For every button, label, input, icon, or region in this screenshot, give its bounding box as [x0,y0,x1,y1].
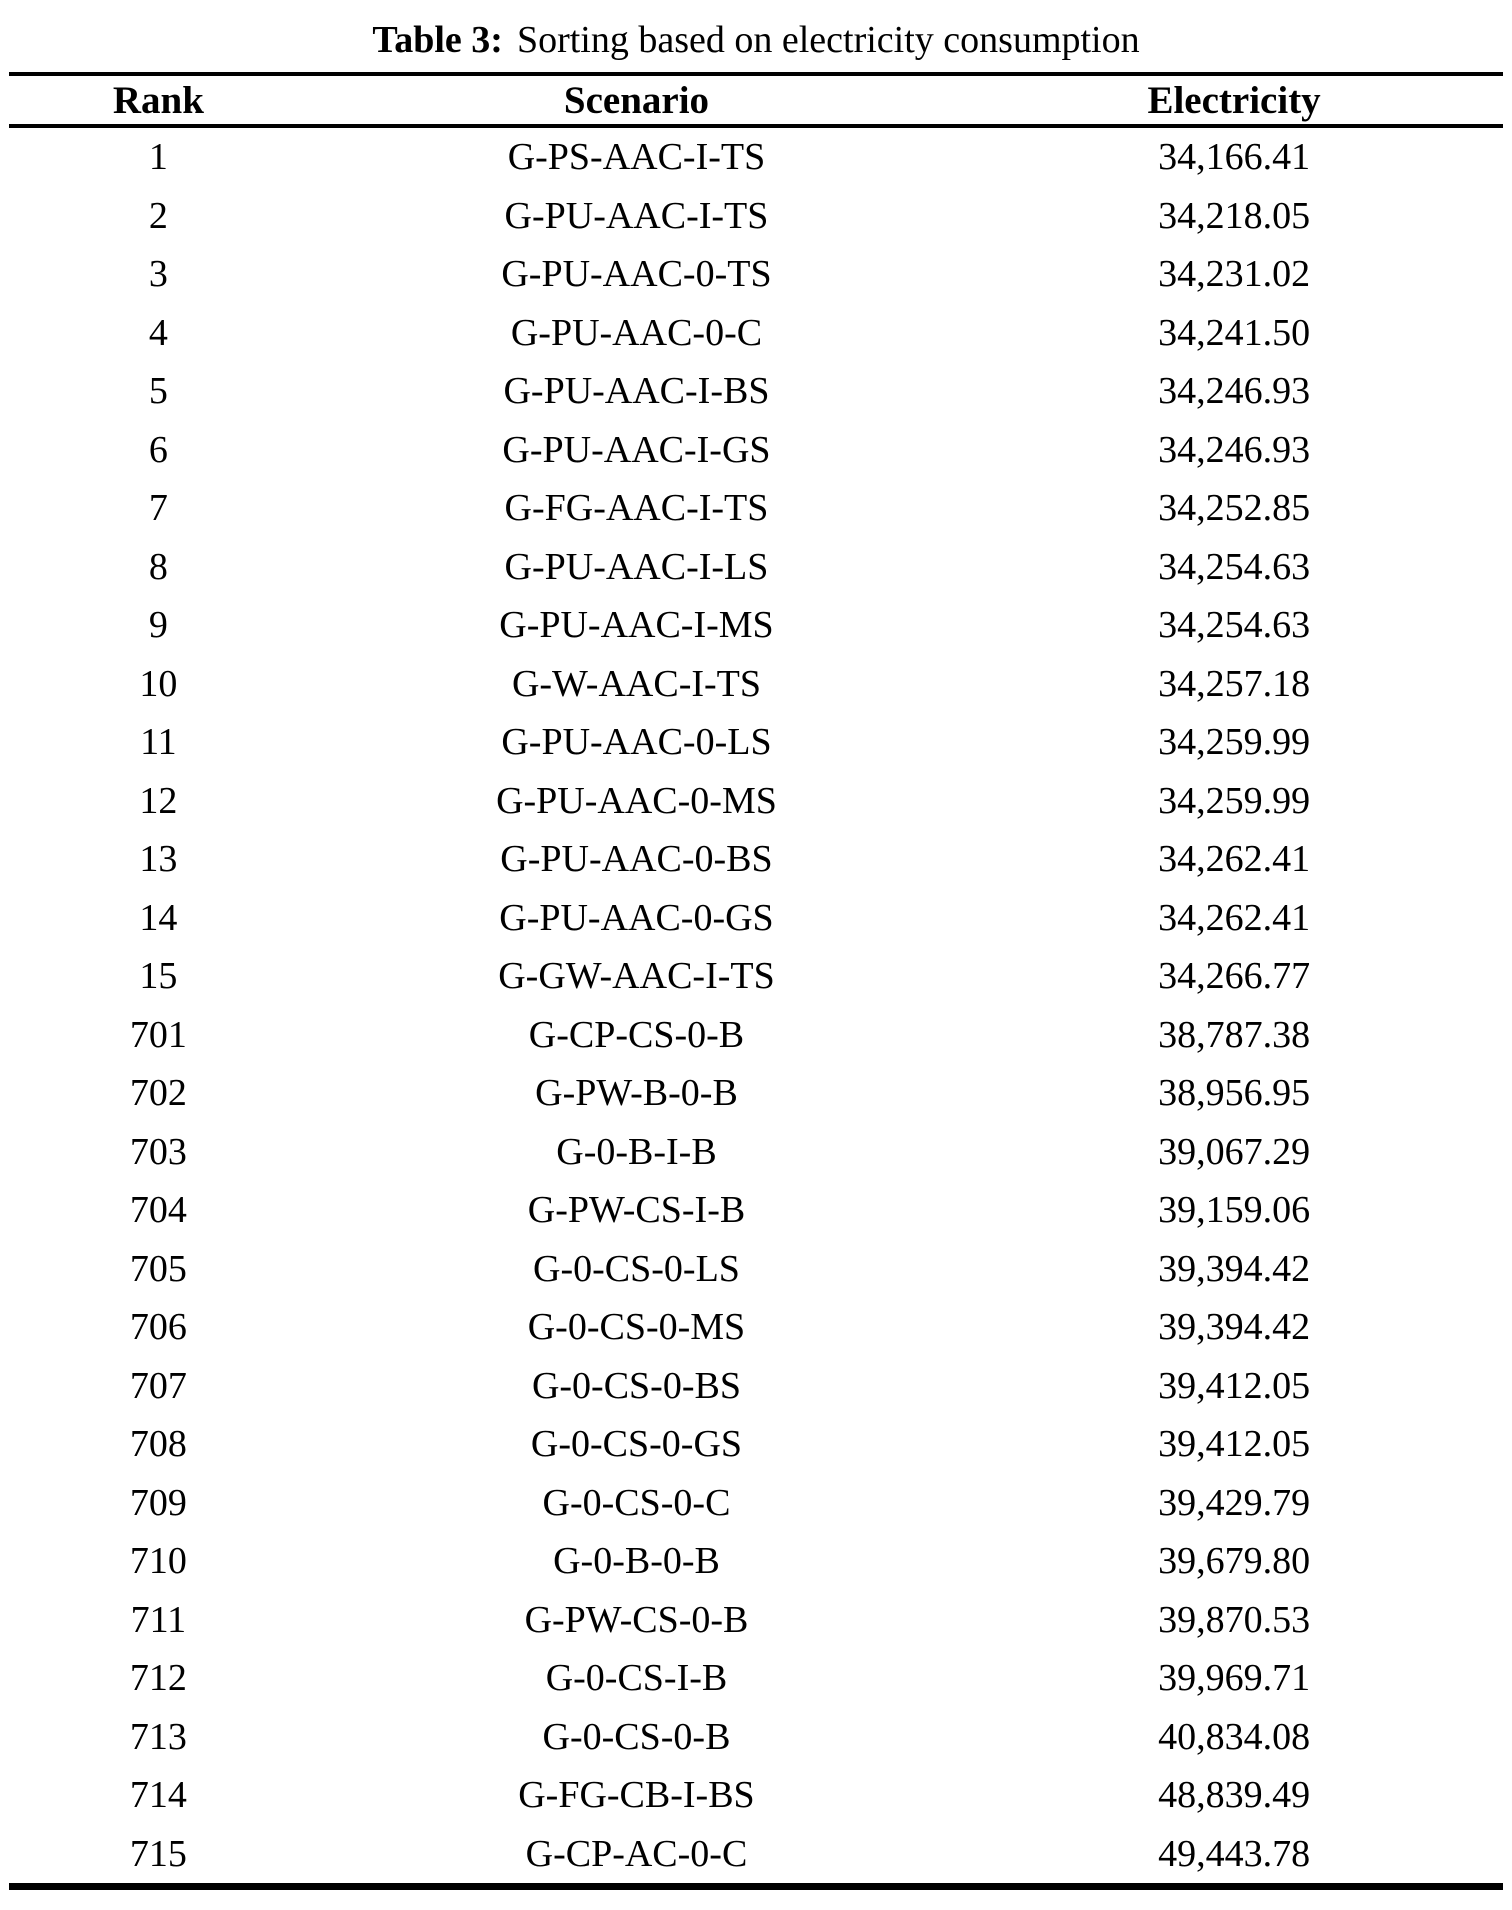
electricity-cell: 40,834.08 [1158,1715,1311,1758]
table-row [9,245,1503,304]
scenario-cell: G-PW-B-0-B [535,1072,738,1115]
scenario-cell: G-0-CS-I-B [545,1657,728,1700]
table-caption [0,0,1512,72]
rank-cell: 711 [130,1598,187,1641]
rank-cell: 5 [148,370,168,413]
scenario-cell: G-0-CS-0-LS [533,1247,740,1290]
rank-cell: 707 [129,1364,187,1407]
rank-cell: 709 [129,1481,187,1524]
electricity-cell: 39,412.05 [1158,1364,1311,1407]
rank-cell: 1 [148,136,168,179]
scenario-cell: G-PU-AAC-0-LS [501,721,772,764]
electricity-cell: 34,257.18 [1158,662,1311,705]
table-row [9,304,1503,363]
electricity-cell: 34,254.63 [1158,604,1311,647]
scenario-cell: G-0-CS-0-GS [530,1423,743,1466]
electricity-cell: 34,246.93 [1158,428,1311,471]
scenario-cell: G-PW-CS-0-B [524,1598,749,1641]
scenario-cell: G-PU-AAC-0-GS [499,896,774,939]
electricity-cell: 39,394.42 [1158,1306,1311,1349]
bottom-rule [9,1883,1503,1890]
rank-column-header: Rank [112,78,204,122]
table-row [9,889,1503,948]
scenario-cell: G-W-AAC-I-TS [511,662,761,705]
table-row [9,1474,1503,1533]
scenario-cell: G-0-B-I-B [556,1130,717,1173]
electricity-cell: 34,246.93 [1158,370,1311,413]
scenario-cell: G-0-CS-0-B [542,1715,731,1758]
table-row [9,1649,1503,1708]
table-row [9,1181,1503,1240]
electricity-cell: 39,870.53 [1158,1598,1311,1641]
table-row [9,655,1503,714]
scenario-cell: G-PU-AAC-I-LS [504,545,769,588]
electricity-cell: 39,412.05 [1158,1423,1311,1466]
rank-cell: 8 [148,545,168,588]
rank-cell: 15 [139,955,178,998]
table-row [9,947,1503,1006]
rank-cell: 6 [148,428,168,471]
rank-cell: 7 [148,487,168,530]
rank-cell: 714 [129,1774,187,1817]
table-row [9,1415,1503,1474]
table-row [9,1766,1503,1825]
rank-cell: 3 [148,253,168,296]
electricity-cell: 48,839.49 [1158,1774,1311,1817]
electricity-cell: 34,262.41 [1158,838,1311,881]
scenario-cell: G-PU-AAC-I-BS [503,370,770,413]
electricity-cell: 39,394.42 [1158,1247,1311,1290]
table-caption-label: Table 3: [372,19,503,61]
electricity-cell: 38,956.95 [1158,1072,1311,1115]
electricity-cell: 39,679.80 [1158,1540,1311,1583]
rank-cell: 12 [139,779,178,822]
electricity-cell: 49,443.78 [1158,1832,1311,1875]
table-row [9,362,1503,421]
table-row [9,772,1503,831]
electricity-table [9,72,1503,1890]
scenario-cell: G-PU-AAC-I-TS [504,194,769,237]
electricity-cell: 39,969.71 [1158,1657,1311,1700]
electricity-cell: 34,259.99 [1158,779,1311,822]
scenario-cell: G-0-CS-0-C [542,1481,731,1524]
scenario-cell: G-PS-AAC-I-TS [507,136,766,179]
table-row [9,713,1503,772]
rank-cell: 9 [148,604,168,647]
rank-cell: 710 [129,1540,187,1583]
table-row [9,1532,1503,1591]
table-row [9,1708,1503,1767]
electricity-cell: 34,262.41 [1158,896,1311,939]
table-row [9,1825,1503,1884]
rank-cell: 11 [140,721,177,764]
electricity-cell: 34,252.85 [1158,487,1311,530]
rank-cell: 10 [139,662,178,705]
scenario-cell: G-0-CS-0-MS [527,1306,746,1349]
table-row [9,1064,1503,1123]
electricity-cell: 34,254.63 [1158,545,1311,588]
table-body [9,128,1503,1883]
table-row [9,538,1503,597]
electricity-cell: 34,266.77 [1158,955,1311,998]
electricity-cell: 34,241.50 [1158,311,1311,354]
table-row [9,1240,1503,1299]
scenario-cell: G-PU-AAC-I-GS [502,428,771,471]
electricity-cell: 39,067.29 [1158,1130,1311,1173]
scenario-cell: G-FG-AAC-I-TS [504,487,769,530]
table-row [9,421,1503,480]
electricity-cell: 34,166.41 [1158,136,1311,179]
scenario-cell: G-GW-AAC-I-TS [498,955,775,998]
scenario-cell: G-PU-AAC-0-MS [496,779,777,822]
scenario-cell: G-0-CS-0-BS [531,1364,741,1407]
table-row [9,128,1503,187]
electricity-cell: 34,231.02 [1158,253,1311,296]
scenario-cell: G-FG-CB-I-BS [518,1774,755,1817]
table-row [9,1123,1503,1182]
table-row [9,830,1503,889]
rank-cell: 713 [129,1715,187,1758]
electricity-cell: 34,259.99 [1158,721,1311,764]
rank-cell: 706 [129,1306,187,1349]
rank-cell: 4 [148,311,168,354]
scenario-cell: G-PW-CS-I-B [527,1189,746,1232]
rank-cell: 705 [129,1247,187,1290]
rank-cell: 715 [129,1832,187,1875]
table-row [9,1591,1503,1650]
scenario-cell: G-0-B-0-B [553,1540,720,1583]
table-row [9,187,1503,246]
scenario-cell: G-PU-AAC-0-TS [501,253,772,296]
rank-cell: 703 [129,1130,187,1173]
rank-cell: 14 [139,896,178,939]
rank-cell: 2 [148,194,168,237]
scenario-cell: G-PU-AAC-0-C [510,311,763,354]
rank-cell: 704 [129,1189,187,1232]
electricity-column-header: Electricity [1147,78,1321,122]
scenario-cell: G-CP-CS-0-B [528,1013,745,1056]
electricity-cell: 34,218.05 [1158,194,1311,237]
table-header-row [9,76,1503,128]
rank-cell: 13 [139,838,178,881]
table-row [9,1298,1503,1357]
scenario-column-header: Scenario [563,78,710,122]
electricity-cell: 39,429.79 [1158,1481,1311,1524]
rank-cell: 712 [129,1657,187,1700]
table-row [9,1357,1503,1416]
table-caption-text: Sorting based on electricity consumption [516,19,1140,61]
rank-cell: 702 [129,1072,187,1115]
rank-cell: 701 [129,1013,187,1056]
scenario-cell: G-PU-AAC-I-MS [499,604,774,647]
scenario-cell: G-CP-AC-0-C [525,1832,748,1875]
table-row [9,1006,1503,1065]
table-row [9,596,1503,655]
rank-cell: 708 [129,1423,187,1466]
electricity-cell: 38,787.38 [1158,1013,1311,1056]
electricity-cell: 39,159.06 [1158,1189,1311,1232]
table-row [9,479,1503,538]
scenario-cell: G-PU-AAC-0-BS [500,838,773,881]
